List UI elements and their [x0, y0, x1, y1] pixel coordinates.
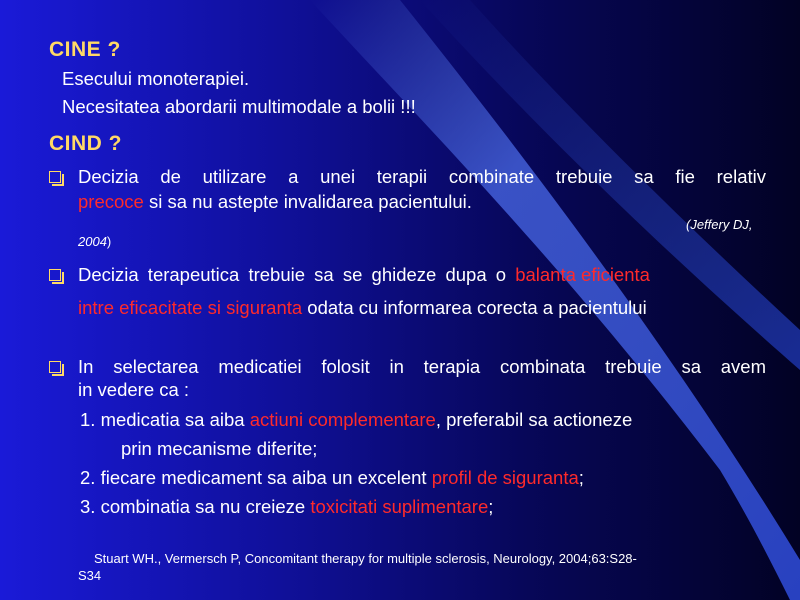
citation-jeffery-year: 2004: [78, 234, 107, 249]
item-2-highlight: profil de siguranta: [431, 467, 579, 488]
bullet-1-highlight: precoce: [78, 191, 144, 212]
item-3-text-a: 3. combinatia sa nu creieze: [80, 496, 311, 517]
cine-line-2: Necesitatea abordarii multimodale a bolii !!!: [62, 96, 416, 117]
citation-jeffery-part2: [78, 234, 111, 249]
reference-line-1: Stuart WH., Vermersch P, Concomitant therapy for multiple sclerosis, Neurology, 2004;63:S28-: [94, 551, 637, 566]
bullet-icon: [49, 361, 62, 374]
cine-line-1: Esecului monoterapiei.: [62, 68, 250, 89]
item-1: [80, 409, 632, 431]
bullet-1-rest: si sa nu astepte invalidarea pacientului.: [143, 191, 472, 212]
item-2-text-b: ;: [578, 467, 584, 488]
item-2-text-a: 2. fiecare medicament sa aiba un excelent: [80, 467, 432, 488]
item-3: [80, 496, 493, 518]
bullet-icon: [49, 269, 62, 282]
bullet-1-line-1: Decizia de utilizare a unei terapii combinate trebuie sa fie relativ: [78, 166, 766, 187]
cine-heading: CINE ?: [49, 38, 121, 61]
bullet-2-line-1: [78, 264, 766, 286]
citation-jeffery-close: ): [106, 234, 112, 249]
bullet-3-line-1: In selectarea medicatiei folosit in terapia combinata trebuie sa avem: [78, 356, 766, 377]
bullet-icon: [49, 171, 62, 184]
reference-line-2: S34: [78, 568, 102, 583]
item-1-text-a: 1. medicatia sa aiba: [80, 409, 250, 430]
bullet-1-line-2: [78, 191, 472, 213]
citation-jeffery-part1: (Jeffery DJ,: [686, 217, 753, 232]
cind-heading: CIND ?: [49, 132, 122, 155]
item-3-highlight: toxicitati suplimentare: [310, 496, 489, 517]
item-1-continuation: prin mecanisme diferite;: [121, 438, 318, 459]
bullet-2-highlight-1: balanta eficienta: [515, 264, 650, 285]
item-1-highlight: actiuni complementare: [249, 409, 436, 430]
bullet-2-line-2: [78, 297, 647, 319]
bullet-3-line-2: in vedere ca :: [78, 379, 190, 400]
bullet-2-highlight-2: intre eficacitate si siguranta: [78, 297, 303, 318]
item-3-text-b: ;: [488, 496, 494, 517]
item-2: [80, 467, 584, 489]
bullet-2-text: Decizia terapeutica trebuie sa se ghideze dupa o: [78, 264, 516, 285]
bullet-2-rest: odata cu informarea corecta a pacientului: [302, 297, 647, 318]
item-1-text-b: , preferabil sa actioneze: [435, 409, 633, 430]
